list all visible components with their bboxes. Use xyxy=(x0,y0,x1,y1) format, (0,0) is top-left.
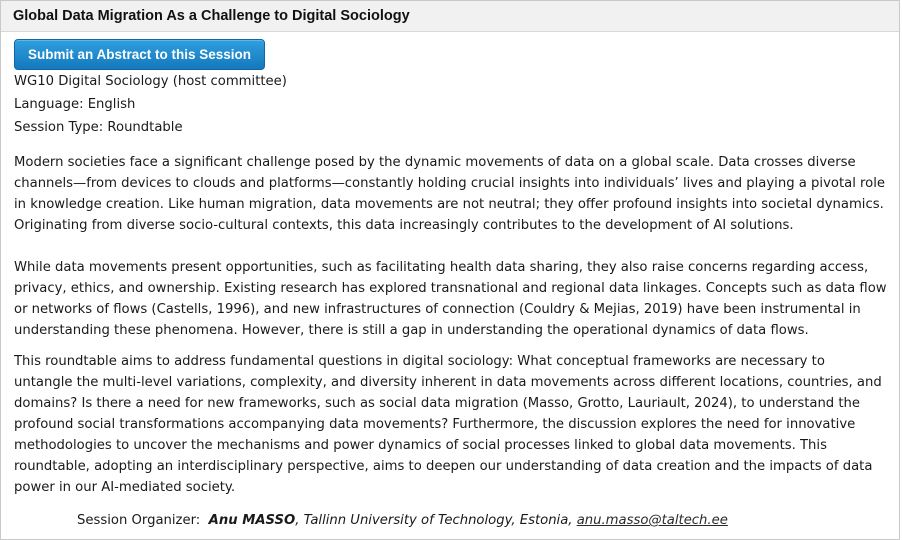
organizer-name: Anu MASSO xyxy=(208,513,296,528)
organizer-institution: , Tallinn University of Technology, Estonia, xyxy=(295,513,577,528)
host-committee: WG10 Digital Sociology (host committee) xyxy=(14,74,287,89)
session-organizer xyxy=(14,511,887,531)
session-language: Language: English xyxy=(14,97,136,112)
session-content xyxy=(1,32,899,531)
organizer-email-link[interactable]: anu.masso@taltech.ee xyxy=(576,513,728,528)
session-title: Global Data Migration As a Challenge to Digital Sociology xyxy=(13,8,410,24)
description-paragraph-3: This roundtable aims to address fundamental questions in digital sociology: What conceptual frameworks are necessary to untangle the multi-level variations, complexity, and diversity inherent in data movements across different locations, countries, and domains? Is there a need for new frameworks, such as social data migration (Masso, Grotto, Lauriault, 2024), to understand the profound social transformations accompanying data movements? Furthermore, the discussion explores the need for innovative methodologies to uncover the mechanisms and power dynamics of social processes linked to global data movements. This roundtable, adopting an interdisciplinary perspective, aims to deepen our understanding of data creation and the impacts of data power in our AI-mediated society. xyxy=(14,354,882,495)
description-paragraph-1: Modern societies face a significant challenge posed by the dynamic movements of data on a global scale. Data crosses diverse channels—from devices to clouds and platforms—constantly holding crucial insights into individuals’ lives and playing a pivotal role in knowledge creation. Like human migration, data movements are not neutral; they offer profound insights into societal dynamics. Originating from diverse socio-cultural contexts, this data increasingly contributes to the development of AI solutions. xyxy=(14,155,886,233)
submit-abstract-button[interactable]: Submit an Abstract to this Session xyxy=(14,39,265,70)
session-type: Session Type: Roundtable xyxy=(14,120,183,135)
session-title-bar xyxy=(1,1,899,32)
description-paragraph-2: While data movements present opportunities, such as facilitating health data sharing, they also raise concerns regarding access, privacy, ethics, and ownership. Existing research has explored transnational and regional data linkages. Concepts such as data flow or networks of flows (Castells, 1996), and new infrastructures of connection (Couldry & Mejias, 2019) have been instrumental in understanding these phenomena. However, there is still a gap in understanding the operational dynamics of data flows. xyxy=(14,260,887,338)
organizer-label: Session Organizer: xyxy=(77,513,201,528)
